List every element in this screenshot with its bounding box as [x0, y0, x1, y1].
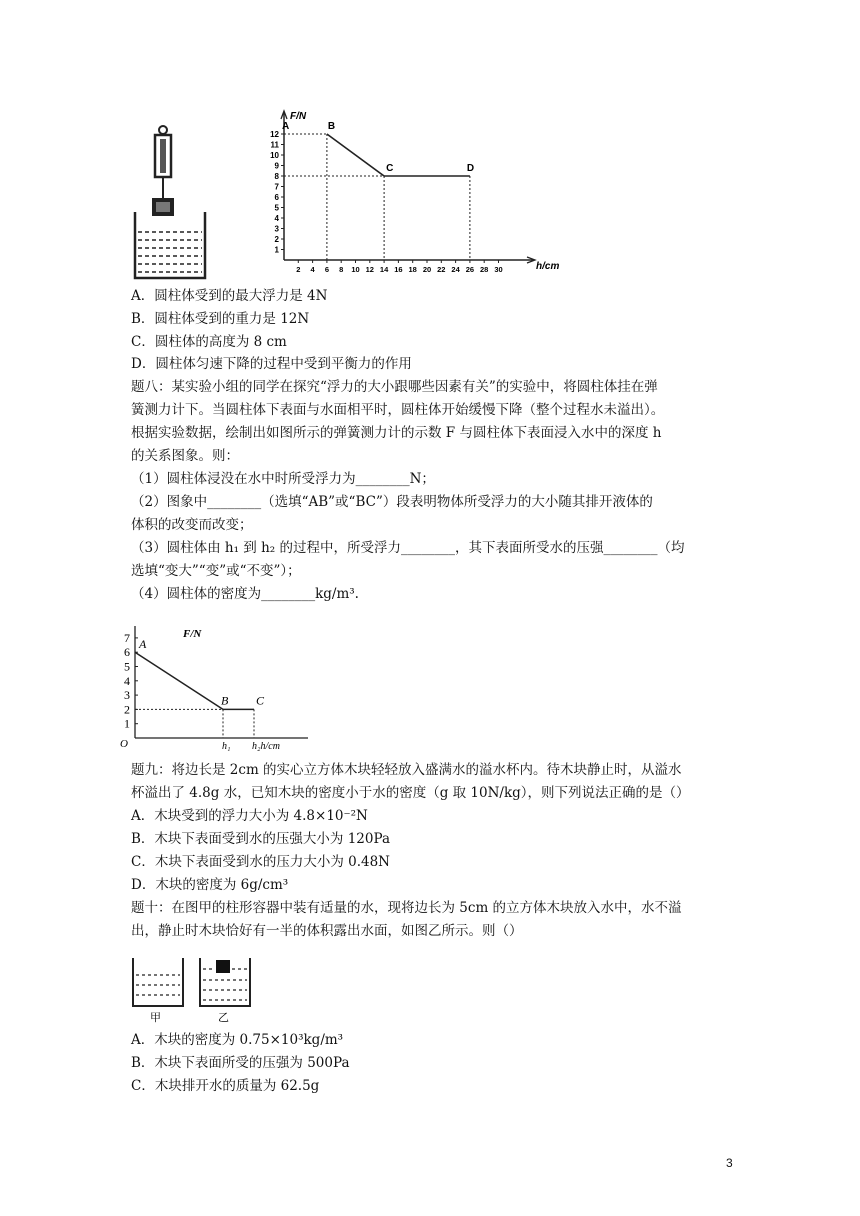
q8-stem-line: 的关系图象。则： — [131, 448, 239, 464]
q8-sub-3: （3）圆柱体由 h₁ 到 h₂ 的过程中，所受浮力________，其下表面所受水的压强________（均 — [131, 540, 685, 556]
containers-figure — [125, 950, 275, 1025]
x-tick-label: 8 — [339, 265, 344, 274]
q8-sub-2: （2）图象中________（选填“AB”或“BC”）段表明物体所受浮力的大小随其排开液体的 — [131, 494, 653, 510]
x-tick-label: 14 — [379, 265, 389, 274]
x-tick-label: 22 — [437, 265, 446, 274]
q7-option-b: B．圆柱体受到的重力是 12N — [131, 311, 310, 327]
y-tick-label: 1 — [274, 245, 279, 255]
q10-option-c: C．木块排开水的质量为 62.5g — [131, 1078, 320, 1094]
x-tick-label: 30 — [494, 265, 503, 274]
q9-option-b: B．木块下表面受到水的压强大小为 120Pa — [131, 831, 391, 847]
x-tick-label: 10 — [351, 265, 360, 274]
x-tick-label: 26 — [465, 265, 475, 274]
y-axis-label: F/N — [290, 111, 307, 122]
y-tick-label: 8 — [274, 172, 279, 181]
q9-option-c: C．木块下表面受到水的压力大小为 0.48N — [131, 854, 390, 870]
x-tick-label: 28 — [480, 265, 489, 274]
point-label-c: C — [256, 693, 265, 708]
x-tick-label: 12 — [365, 265, 374, 274]
y-tick-label: 10 — [270, 151, 279, 160]
force-depth-chart-2 — [118, 616, 318, 751]
q10-stem-line: 出，静止时木块恰好有一半的体积露出水面，如图乙所示。则（） — [131, 923, 523, 939]
point-label-c: C — [386, 163, 394, 174]
y-tick-label: 2 — [274, 235, 279, 244]
y-tick-label: 4 — [274, 214, 279, 223]
series-segment-bc — [327, 134, 384, 176]
y-tick-label: 3 — [274, 224, 279, 234]
q7-option-c: C．圆柱体的高度为 8 cm — [131, 334, 287, 350]
x-tick-label: h₁ — [222, 741, 231, 751]
q8-stem-line: 簧测力计下。当圆柱体下表面与水面相平时，圆柱体开始缓慢下降（整个过程水未溢出）。 — [131, 402, 665, 418]
spring-scale-beaker-figure — [130, 120, 210, 285]
y-tick-label: 11 — [270, 140, 279, 150]
x-tick-label: 16 — [394, 265, 403, 274]
y-tick-label: 1 — [124, 716, 130, 731]
q9-stem-line: 题九：将边长是 2cm 的实心立方体木块轻轻放入盛满水的溢水杯内。待木块静止时，从溢水 — [131, 762, 682, 778]
x-tick-label: 20 — [422, 265, 432, 274]
x-tick-label: 4 — [310, 265, 315, 274]
y-tick-label: 3 — [124, 688, 130, 703]
point-label-a: A — [282, 121, 290, 132]
q9-stem-line: 杯溢出了 4.8g 水，已知木块的密度小于水的密度（g 取 10N/kg），则下列说法正确的是（） — [131, 785, 690, 801]
series-segment-ab — [135, 652, 223, 709]
y-tick-label: 7 — [124, 630, 130, 645]
force-depth-chart-1 — [262, 105, 562, 285]
y-tick-label: 4 — [124, 673, 130, 688]
x-tick-label: 18 — [408, 265, 417, 274]
q7-option-a: A．圆柱体受到的最大浮力是 4N — [131, 288, 328, 304]
q8-sub-1: （1）圆柱体浸没在水中时所受浮力为________N； — [131, 471, 435, 487]
q10-option-b: B．木块下表面所受的压强为 500Pa — [131, 1055, 350, 1071]
y-tick-label: 2 — [124, 702, 130, 717]
q8-sub-4: （4）圆柱体的密度为________kg/m³. — [131, 586, 359, 602]
y-tick-label: 7 — [274, 182, 279, 192]
y-tick-label: 5 — [124, 659, 130, 674]
q7-option-d: D．圆柱体匀速下降的过程中受到平衡力的作用 — [131, 356, 412, 372]
q9-option-a: A．木块受到的浮力大小为 4.8×10⁻²N — [131, 808, 368, 824]
x-axis-label: h/cm — [536, 261, 560, 272]
x-tick-label: 6 — [324, 265, 329, 274]
point-label-b: B — [327, 121, 336, 132]
point-label-a: A — [139, 637, 147, 652]
q8-stem-line: 根据实验数据，绘制出如图所示的弹簧测力计的示数 F 与圆柱体下表面浸入水中的深度 h — [131, 425, 662, 441]
y-tick-label: 6 — [124, 645, 130, 660]
q8-sub-2-cont: 体积的改变而改变； — [131, 517, 253, 533]
q8-sub-3-cont: 选填“变大”“变”或“不变”）； — [131, 563, 301, 579]
y-tick-label: 5 — [274, 203, 279, 213]
y-tick-label: 12 — [270, 130, 279, 139]
y-tick-label: 6 — [274, 193, 279, 202]
x-tick-label: 2 — [296, 265, 301, 274]
y-tick-label: 9 — [274, 161, 279, 171]
q10-stem-line: 题十：在图甲的柱形容器中装有适量的水，现将边长为 5cm 的立方体木块放入水中，水不溢 — [131, 900, 682, 916]
origin-label: O — [120, 738, 128, 750]
point-label-b: B — [221, 693, 229, 708]
point-label-d: D — [466, 163, 475, 174]
x-tick-label: 24 — [451, 265, 460, 274]
q8-stem-line: 题八：某实验小组的同学在探究“浮力的大小跟哪些因素有关”的实验中，将圆柱体挂在弹 — [131, 379, 658, 395]
page-number: 3 — [726, 1156, 733, 1170]
q9-option-d: D．木块的密度为 6g/cm³ — [131, 877, 289, 893]
y-axis-label: F/N — [183, 628, 202, 640]
label-yi: 乙 — [218, 1012, 229, 1024]
q10-option-a: A．木块的密度为 0.75×10³kg/m³ — [131, 1032, 344, 1048]
label-jia: 甲 — [150, 1012, 161, 1024]
x-tick-label: h₂h/cm — [252, 741, 280, 751]
